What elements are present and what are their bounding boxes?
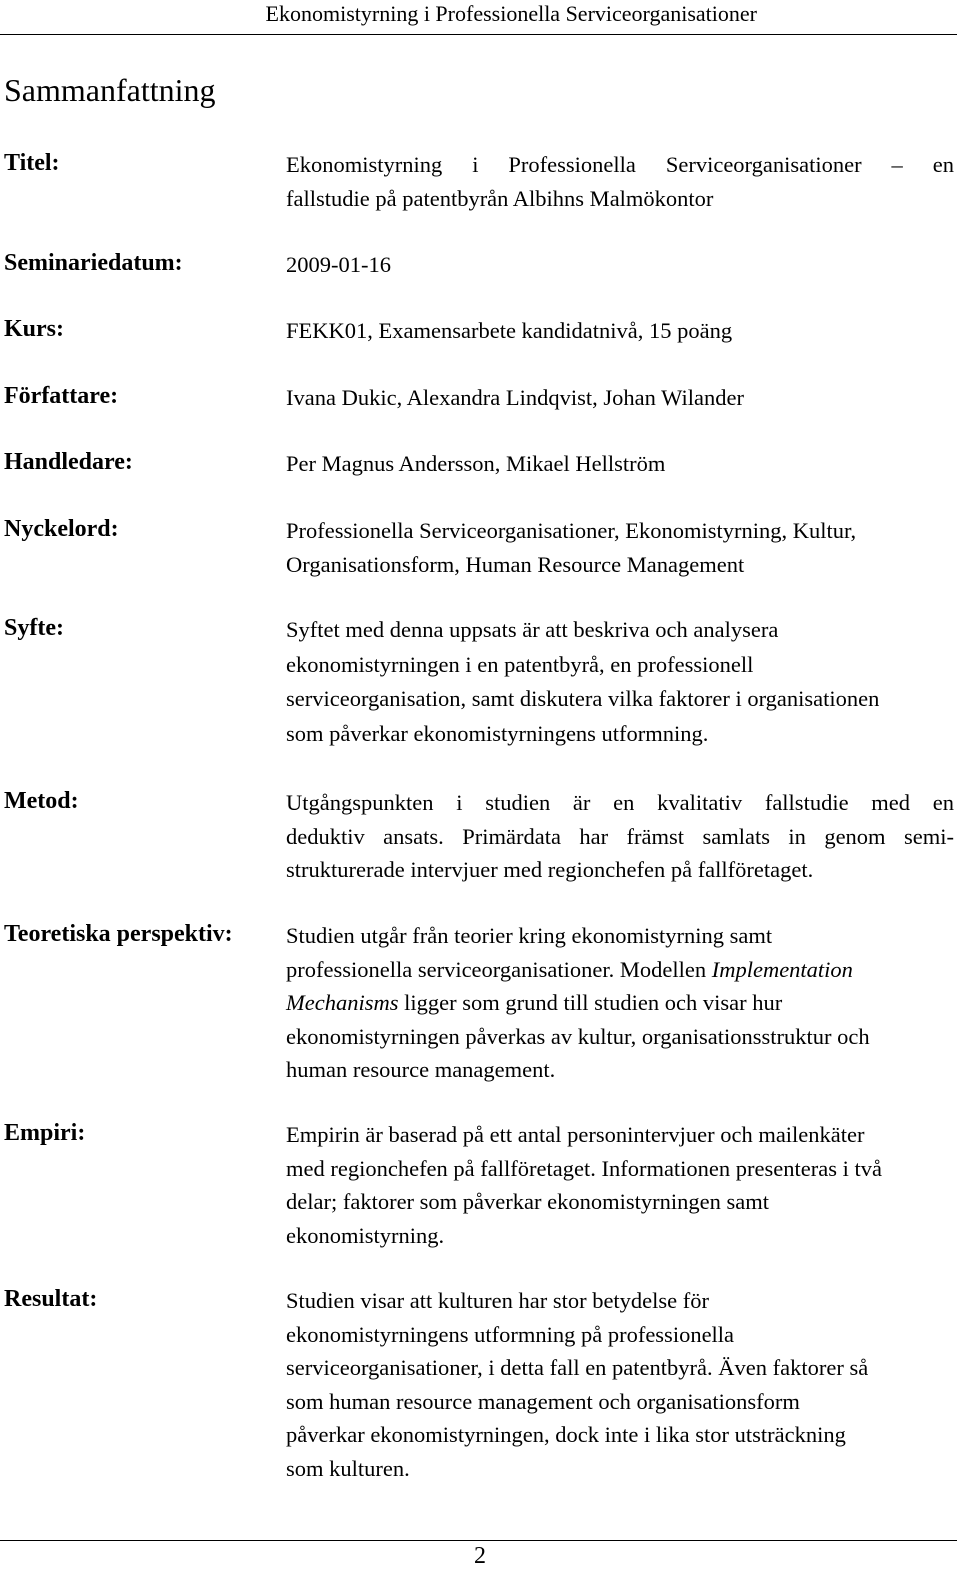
value-kurs-text: FEKK01, Examensarbete kandidatnivå, 15 poäng: [286, 318, 733, 343]
running-header: [0, 0, 957, 35]
value-resultat-line-6: som kulturen.: [286, 1455, 410, 1481]
value-resultat-line-2: ekonomistyrningens utformning på professionella: [286, 1321, 735, 1347]
label-teoretiska-perspektiv: Teoretiska perspektiv:: [4, 921, 233, 947]
label-kurs: Kurs:: [4, 316, 64, 342]
value-nyckelord: [286, 514, 954, 581]
value-resultat-line-1: Studien visar att kulturen har stor betydelse för: [286, 1288, 710, 1313]
value-resultat-line-4: som human resource management och organisationsform: [286, 1388, 800, 1414]
section-title: Sammanfattning: [4, 72, 216, 108]
value-resultat-line-5: påverkar ekonomistyrningen, dock inte i lika stor utsträckning: [286, 1422, 846, 1447]
label-seminariedatum: Seminariedatum:: [4, 250, 183, 276]
value-syfte: [286, 613, 954, 751]
value-teoretiska-perspektiv: [286, 919, 954, 1087]
label-forfattare: Författare:: [4, 383, 119, 409]
value-teoretiska-line-3: [286, 986, 954, 1020]
value-resultat-line-3: serviceorganisationer, i detta fall en patentbyrå. Även faktorer så: [286, 1355, 869, 1380]
value-teoretiska-line-4: ekonomistyrningen påverkas av kultur, organisationsstruktur och: [286, 1023, 870, 1049]
value-metod-line-3: strukturerade intervjuer med regionchefen på fallföretaget.: [286, 857, 814, 882]
label-syfte: Syfte:: [4, 615, 64, 641]
value-resultat: [286, 1284, 954, 1485]
value-teoretiska-line-2: [286, 953, 954, 987]
value-kurs: [286, 314, 954, 348]
page-number: 2: [474, 1543, 486, 1569]
model-name-part-1: Implementation: [711, 956, 853, 982]
value-titel-line-1: Ekonomistyrning i Professionella Serviceorganisationer – en: [286, 152, 954, 177]
label-empiri: Empiri:: [4, 1120, 86, 1146]
value-teoretiska-line-2-text: professionella serviceorganisationer. Modellen: [286, 956, 712, 982]
label-metod: Metod:: [4, 788, 79, 814]
value-syfte-line-4: som påverkar ekonomistyrningens utformning.: [286, 720, 709, 746]
value-nyckelord-line-1: Professionella Serviceorganisationer, Ekonomistyrning, Kultur,: [286, 518, 857, 543]
label-handledare: Handledare:: [4, 449, 133, 475]
value-nyckelord-line-2: Organisationsform, Human Resource Management: [286, 551, 745, 577]
running-header-title: Ekonomistyrning i Professionella Serviceorganisationer: [265, 1, 757, 26]
value-metod: [286, 786, 954, 887]
value-teoretiska-line-5: human resource management.: [286, 1057, 556, 1082]
value-seminariedatum: [286, 248, 954, 282]
value-forfattare: [286, 381, 954, 415]
value-seminariedatum-text: 2009-01-16: [286, 252, 391, 277]
label-resultat: Resultat:: [4, 1286, 98, 1312]
value-empiri-line-1: Empirin är baserad på ett antal personintervjuer och mailenkäter: [286, 1122, 865, 1147]
value-syfte-line-1: Syftet med denna uppsats är att beskriva och analysera: [286, 617, 779, 642]
value-teoretiska-line-1: Studien utgår från teorier kring ekonomistyrning samt: [286, 923, 773, 948]
value-syfte-line-3: serviceorganisation, samt diskutera vilka faktorer i organisationen: [286, 686, 880, 711]
value-titel-line-2: fallstudie på patentbyrån Albihns Malmökontor: [286, 185, 714, 211]
value-metod-line-1: Utgångspunkten i studien är en kvalitativ fallstudie med en: [286, 790, 954, 815]
value-teoretiska-line-3-text: ligger som grund till studien och visar hur: [398, 990, 783, 1015]
value-forfattare-text: Ivana Dukic, Alexandra Lindqvist, Johan Wilander: [286, 385, 744, 410]
label-titel: Titel:: [4, 150, 60, 176]
label-nyckelord: Nyckelord:: [4, 516, 119, 542]
value-empiri: [286, 1118, 954, 1252]
value-empiri-line-4: ekonomistyrning.: [286, 1222, 445, 1248]
value-empiri-line-3: delar; faktorer som påverkar ekonomistyrningen samt: [286, 1189, 769, 1214]
value-titel: [286, 148, 954, 215]
value-handledare: [286, 447, 954, 481]
value-handledare-text: Per Magnus Andersson, Mikael Hellström: [286, 451, 666, 476]
value-syfte-line-2: ekonomistyrningen i en patentbyrå, en professionell: [286, 651, 754, 677]
model-name-part-2: Mechanisms: [286, 990, 399, 1015]
value-empiri-line-2: med regionchefen på fallföretaget. Informationen presenteras i två: [286, 1155, 882, 1181]
value-metod-line-2: deduktiv ansats. Primärdata har främst samlats in genom semi-: [286, 823, 954, 849]
